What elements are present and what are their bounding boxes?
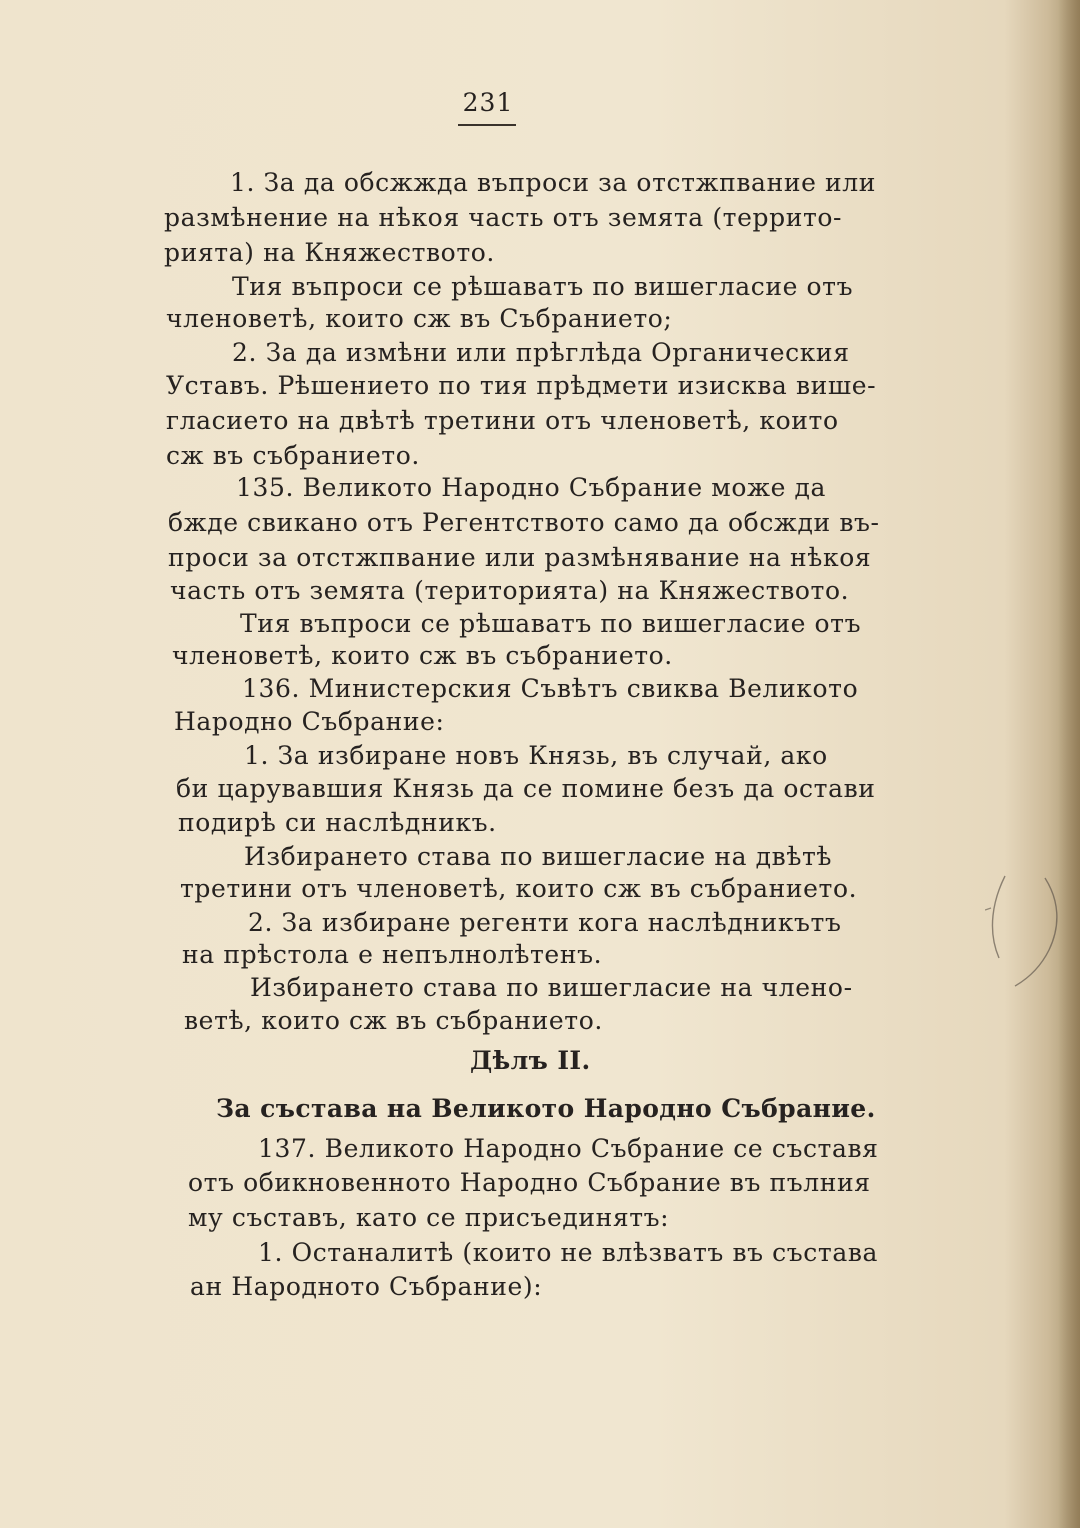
section-heading: Дѣлъ II. xyxy=(470,1046,591,1075)
text-line: Избирането става по вишегласие на двѣтѣ xyxy=(244,842,833,871)
text-line: му съставъ, като се присъединятъ: xyxy=(188,1203,670,1232)
text-line: бжде свикано отъ Регентството само да обсжди въ- xyxy=(168,508,880,537)
text-line: отъ обикновенното Народно Събрание въ пълния xyxy=(188,1168,871,1197)
text-line: 2. За да измѣни или прѣглѣда Органическия xyxy=(232,338,850,367)
text-line: членоветѣ, които сж въ Събранието; xyxy=(166,304,673,333)
text-line: третини отъ членоветѣ, които сж въ събранието. xyxy=(180,874,858,903)
text-line: 135. Великото Народно Събрание може да xyxy=(236,473,827,502)
text-line: размѣнение на нѣкоя часть отъ земята (террито- xyxy=(164,203,843,232)
section-subheading: За състава на Великото Народно Събрание. xyxy=(216,1094,876,1123)
text-line: би царувавшия Князь да се помине безъ да остави xyxy=(176,774,876,803)
text-line: сж въ събранието. xyxy=(166,441,420,470)
text-line: Уставъ. Рѣшението по тия прѣдмети изисква више- xyxy=(166,371,877,400)
text-line: часть отъ земята (територията) на Княжеството. xyxy=(170,576,850,605)
text-line: Народно Събрание: xyxy=(174,707,445,736)
text-line: Тия въпроси се рѣшаватъ по вишегласие отъ xyxy=(232,272,854,301)
text-line: Избирането става по вишегласие на члено- xyxy=(250,973,853,1002)
text-line: 1. За да обсжжда въпроси за отстжпвание или xyxy=(230,168,877,197)
page-number: 231 xyxy=(462,88,514,117)
text-line: 2. За избиране регенти кога наслѣдникътъ xyxy=(248,908,842,937)
text-line: 1. За избиране новъ Князь, въ случай, ако xyxy=(244,741,828,770)
text-line: ветѣ, които сж въ събранието. xyxy=(184,1006,603,1035)
text-line: рията) на Княжеството. xyxy=(164,238,495,267)
text-line: членоветѣ, които сж въ събранието. xyxy=(172,641,673,670)
text-line: проси за отстжпвание или размѣнявание на нѣкоя xyxy=(168,543,872,572)
text-line: гласието на двѣтѣ третини отъ членоветѣ, които xyxy=(166,406,839,435)
pencil-margin-mark xyxy=(985,870,1075,990)
text-line: 1. Останалитѣ (които не влѣзватъ въ състава xyxy=(258,1238,879,1267)
text-line: на прѣстола е непълнолѣтенъ. xyxy=(182,940,603,969)
text-line: подирѣ си наслѣдникъ. xyxy=(178,808,497,837)
text-line: 136. Министерския Съвѣтъ свиква Великото xyxy=(242,674,859,703)
text-line: 137. Великото Народно Събрание се съставя xyxy=(258,1134,879,1163)
text-line: ан Народното Събрание): xyxy=(190,1272,543,1301)
text-line: Тия въпроси се рѣшаватъ по вишегласие отъ xyxy=(240,609,862,638)
